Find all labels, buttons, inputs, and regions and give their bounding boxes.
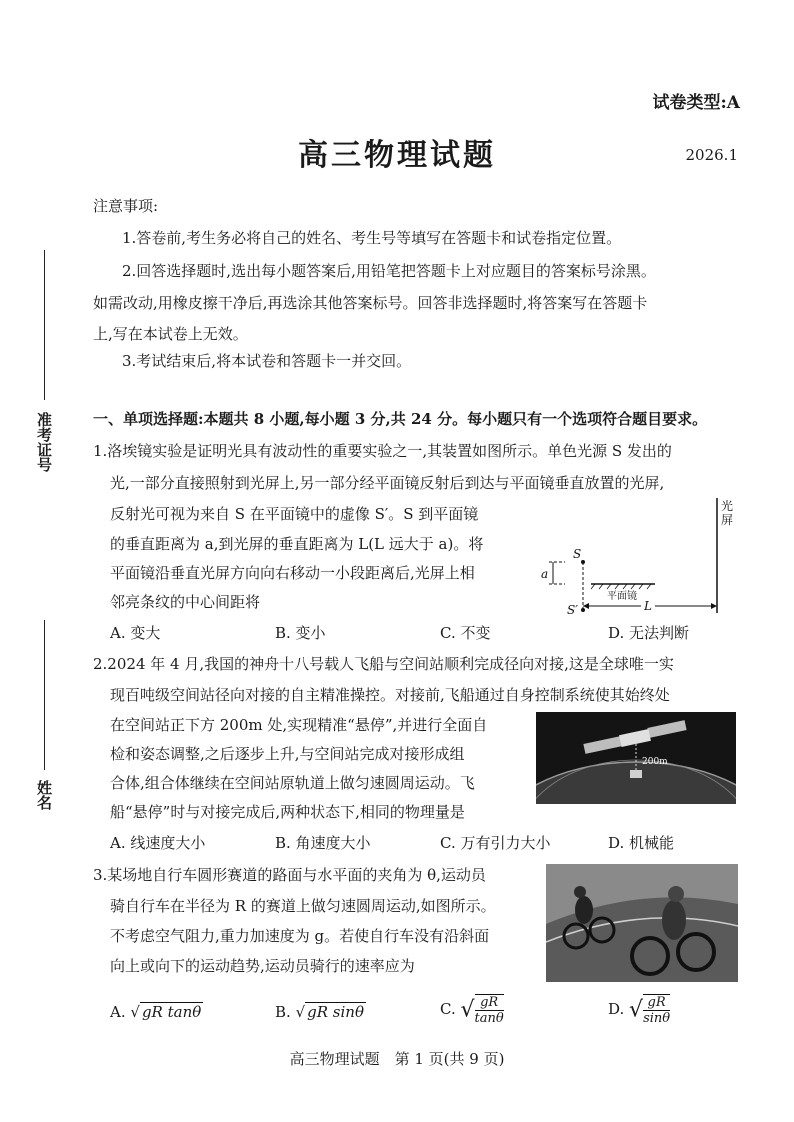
q3-line-2: 骑自行车在半径为 R 的赛道上做匀速圆周运动,如图所示。 <box>110 897 496 915</box>
L-arrow-head-left <box>583 603 589 609</box>
exam-id-label: 准考证号 <box>35 412 53 472</box>
cyclist-1-body <box>575 896 593 924</box>
q2-line-5: 合体,组合体继续在空间站原轨道上做匀速圆周运动。飞 <box>110 774 475 792</box>
q3-option-d-prefix: D. <box>608 1000 625 1018</box>
exam-date: 2026.1 <box>685 146 738 164</box>
q2-option-a: A. 线速度大小 <box>110 834 206 852</box>
sqrt-icon: √ <box>295 1003 306 1021</box>
mirror-label: 平面镜 <box>607 591 637 602</box>
q3-option-d-numerator: gR <box>643 995 670 1011</box>
q3-option-d-denominator: sinθ <box>643 1011 671 1026</box>
cyclist-2-head <box>668 886 684 902</box>
q3-option-c-fraction <box>475 994 504 1026</box>
q3-option-c-denominator: tanθ <box>474 1011 504 1026</box>
cyclist-2-body <box>662 900 686 940</box>
image-label: S′ <box>567 603 578 617</box>
q1-line-4: 的垂直距离为 a,到光屏的垂直距离为 L(L 远大于 a)。将 <box>110 535 484 553</box>
q3-line-4: 向上或向下的运动趋势,运动员骑行的速率应为 <box>110 957 415 975</box>
sqrt-icon: √ <box>460 997 475 1023</box>
q2-line-4: 检和姿态调整,之后逐步上升,与空间站完成对接形成组 <box>110 745 465 763</box>
notice-item-1: 1.答卷前,考生务必将自己的姓名、考生号等填写在答题卡和试卷指定位置。 <box>122 229 622 247</box>
q2-line-1: 2.2024 年 4 月,我国的神舟十八号载人飞船与空间站顺利完成径向对接,这是全球唯一实 <box>93 655 674 673</box>
q2-line-6: 船“悬停”时与对接完成后,两种状态下,相同的物理量是 <box>110 803 465 821</box>
q2-line-3: 在空间站正下方 200m 处,实现精准“悬停”,并进行全面自 <box>110 716 488 734</box>
page-footer: 高三物理试题 第 1 页(共 9 页) <box>289 1050 505 1068</box>
q3-option-b-prefix: B. <box>275 1003 291 1021</box>
source-label: S <box>573 547 582 561</box>
name-underline <box>44 620 45 770</box>
notice-heading: 注意事项: <box>93 197 159 215</box>
q3-line-1: 3.某场地自行车圆形赛道的路面与水平面的夹角为 θ,运动员 <box>93 866 486 884</box>
q3-option-b-expr: gR sinθ <box>307 1003 364 1021</box>
distance-label: 200m <box>642 757 668 767</box>
L-arrow-head-right <box>711 603 717 609</box>
page-title: 高三物理试题 <box>298 138 496 173</box>
q3-option-a-prefix: A. <box>110 1003 126 1021</box>
lloyd-mirror-diagram <box>535 498 735 618</box>
paper-type: 试卷类型:A <box>652 93 740 113</box>
cyclist-1-head <box>574 886 586 898</box>
q3-option-c-numerator: gR <box>475 995 504 1011</box>
notice-item-2-line-1: 2.回答选择题时,选出每小题答案后,用铅笔把答题卡上对应题目的答案标号涂黑。 <box>122 262 656 280</box>
q3-option-c-prefix: C. <box>440 1000 456 1018</box>
q3-option-d <box>608 994 670 1026</box>
image-dot <box>581 608 585 612</box>
space-station-photo <box>536 712 736 804</box>
exam-id-underline <box>44 250 45 400</box>
spacecraft <box>630 770 642 778</box>
q3-option-a <box>110 1002 203 1021</box>
q2-option-b: B. 角速度大小 <box>275 834 371 852</box>
q3-option-b <box>275 1002 366 1021</box>
q1-line-3: 反射光可视为来自 S 在平面镜中的虚像 S′。S 到平面镜 <box>110 505 479 523</box>
q2-option-c: C. 万有引力大小 <box>440 834 551 852</box>
sqrt-icon: √ <box>629 997 644 1023</box>
q3-line-3: 不考虑空气阻力,重力加速度为 g。若使自行车没有沿斜面 <box>110 927 490 945</box>
q3-option-d-fraction <box>643 994 670 1026</box>
cyclist-photo <box>546 864 738 982</box>
q1-option-b: B. 变小 <box>275 624 326 642</box>
q1-option-c: C. 不变 <box>440 624 491 642</box>
a-label: a <box>541 567 549 581</box>
sqrt-icon: √ <box>130 1003 140 1021</box>
section-heading: 一、单项选择题:本题共 8 小题,每小题 3 分,共 24 分。每小题只有一个选项符合题目要求。 <box>93 410 708 428</box>
screen-label-1: 光 <box>721 499 734 513</box>
notice-item-3: 3.考试结束后,将本试卷和答题卡一并交回。 <box>122 352 412 370</box>
q3-option-c <box>440 994 504 1026</box>
notice-item-2-line-3: 上,写在本试卷上无效。 <box>93 325 248 343</box>
L-label: L <box>644 599 652 613</box>
q3-option-a-expr: gR tanθ <box>141 1003 202 1021</box>
q1-line-6: 邻亮条纹的中心间距将 <box>110 593 261 611</box>
q1-line-5: 平面镜沿垂直光屏方向向右移动一小段距离后,光屏上相 <box>110 564 475 582</box>
name-label: 姓名 <box>35 780 53 810</box>
q1-line-1: 1.洛埃镜实验是证明光具有波动性的重要实验之一,其装置如图所示。单色光源 S 发出的 <box>93 442 672 460</box>
q1-option-a: A. 变大 <box>110 624 161 642</box>
screen-label-2: 屏 <box>721 513 734 527</box>
q2-option-d: D. 机械能 <box>608 834 675 852</box>
q2-line-2: 现百吨级空间站径向对接的自主精准操控。对接前,飞船通过自身控制系统使其始终处 <box>110 686 670 704</box>
q1-option-d: D. 无法判断 <box>608 624 690 642</box>
notice-item-2-line-2: 如需改动,用橡皮擦干净后,再选涂其他答案标号。回答非选择题时,将答案写在答题卡 <box>93 294 648 312</box>
q1-line-2: 光,一部分直接照射到光屏上,另一部分经平面镜反射后到达与平面镜垂直放置的光屏, <box>110 474 665 492</box>
